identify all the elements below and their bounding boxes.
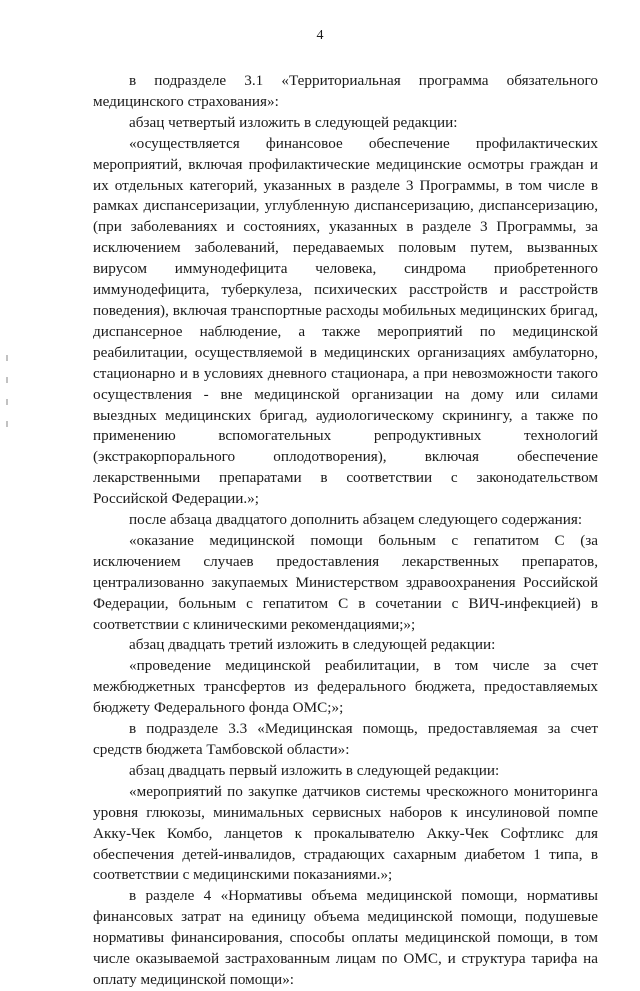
paragraph-quote-glucose-monitoring: «мероприятий по закупке датчиков системы чрескожного мониторинга уровня глюкозы, минимальных сервисных наборов к инсулиновой помпе Акку-Чек Комбо, ланцетов к прокалывателю Акку-Чек Софтликс для обеспечения детей-инвалидов, страдающих сахарным диабетом 1 типа, в соответствии с медицинскими показаниями.»;	[93, 782, 598, 884]
scan-mark	[6, 355, 8, 361]
paragraph-subsection-3-1: в подразделе 3.1 «Территориальная программа обязательного медицинского страхования»:	[93, 72, 598, 110]
paragraph-section-4: в разделе 4 «Нормативы объема медицинской помощи, нормативы финансовых затрат на единицу объема медицинской помощи, подушевые нормативы финансирования, способы оплаты медицинской помощи, в том числе оказываемой застрахованным лицам по ОМС, и структура тарифа на оплату медицинской помощи»:	[93, 887, 598, 988]
scan-mark	[6, 421, 8, 427]
paragraph-subsection-3-3: в подразделе 3.3 «Медицинская помощь, предоставляемая за счет средств бюджета Тамбовской области»:	[93, 720, 598, 758]
paragraph-quote-rehabilitation: «проведение медицинской реабилитации, в том числе за счет межбюджетных трансфертов из федерального бюджета, предоставляемых бюджету Федерального фонда ОМС;»;	[93, 657, 598, 717]
paragraph-instruction-twenty-first: абзац двадцать первый изложить в следующей редакции:	[129, 761, 500, 779]
page-number: 4	[316, 28, 324, 43]
scan-mark	[6, 399, 8, 405]
paragraph-quote-hepatitis: «оказание медицинской помощи больным с гепатитом С (за исключением случаев предоставления лекарственных препаратов, централизованно закупаемых Министерством здравоохранения Российской Федерации, больным с гепатитом С в сочетании с ВИЧ-инфекцией) в соответствии с клиническими рекомендациями;»;	[93, 531, 598, 633]
paragraph-instruction-after-twentieth: после абзаца двадцатого дополнить абзацем следующего содержания:	[129, 511, 583, 529]
paragraph-quote-financing: «осуществляется финансовое обеспечение профилактических мероприятий, включая профилактические медицинские осмотры граждан и их отдельных категорий, указанных в разделе 3 Программы, в том числе в рамках диспансеризации, углубленную диспансеризацию, диспансеризацию, (при заболеваниях и состояниях, указанных в разделе 3 Программы, за исключением заболеваний, передаваемых половым путем, вызванных вирусом иммунодефицита человека, синдрома приобретенного иммунодефицита, туберкулеза, психических расстройств и расстройств поведения), включая транспортные расходы мобильных медицинских бригад, диспансерное наблюдение, а также мероприятий по медицинской реабилитации, осуществляемой в медицинских организациях амбулаторно, стационарно и в условиях дневного стационара, а при невозможности такого осуществления - вне медицинской организации на дому или силами выездных медицинских бригад, аудиологическому скринингу, а также по применению вспомогательных репродуктивных технологий (экстракорпорального оплодотворения), включая обеспечение лекарственными препаратами в соответствии с законодательством Российской Федерации.»;	[93, 134, 598, 508]
paragraph-instruction-fourth: абзац четвертый изложить в следующей редакции:	[129, 113, 458, 131]
document-body	[93, 71, 598, 991]
paragraph-instruction-twenty-third: абзац двадцать третий изложить в следующей редакции:	[129, 636, 496, 654]
scan-mark	[6, 377, 8, 383]
margin-scan-marks	[6, 355, 10, 443]
